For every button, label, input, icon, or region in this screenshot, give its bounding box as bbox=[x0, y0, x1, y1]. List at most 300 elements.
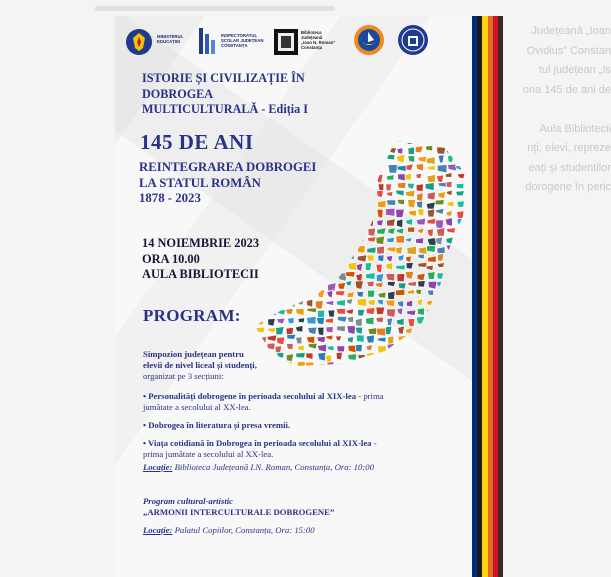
mosaic-tile bbox=[407, 310, 416, 316]
mosaic-tile bbox=[387, 148, 396, 154]
mosaic-tile bbox=[438, 253, 444, 261]
mosaic-tile bbox=[366, 273, 376, 280]
mosaic-tile bbox=[295, 217, 304, 226]
mosaic-tile bbox=[368, 290, 375, 297]
mosaic-tile bbox=[317, 290, 325, 299]
mosaic-tile bbox=[416, 326, 424, 331]
mosaic-tile bbox=[425, 139, 434, 146]
mosaic-tile bbox=[276, 326, 284, 335]
mosaic-tile bbox=[267, 327, 276, 332]
mosaic-tile bbox=[416, 238, 424, 244]
mosaic-tile bbox=[305, 219, 313, 226]
mosaic-tile bbox=[265, 299, 274, 308]
mosaic-tile bbox=[446, 290, 456, 295]
mosaic-tile bbox=[358, 309, 366, 316]
mosaic-tile bbox=[298, 137, 305, 144]
mosaic-tile bbox=[437, 247, 445, 254]
mosaic-tile bbox=[428, 343, 437, 350]
mosaic-tile bbox=[367, 364, 374, 369]
mosaic-tile bbox=[465, 155, 470, 164]
mosaic-tile bbox=[408, 318, 415, 326]
mosaic-tile bbox=[436, 363, 443, 371]
mosaic-tile bbox=[456, 281, 466, 287]
mosaic-tile bbox=[418, 262, 427, 267]
mosaic-tile bbox=[398, 326, 405, 335]
mosaic-tile bbox=[387, 318, 393, 326]
mosaic-tile bbox=[335, 291, 345, 297]
mosaic-tile bbox=[428, 352, 438, 359]
university-seal-icon bbox=[397, 24, 429, 56]
mosaic-tile bbox=[455, 156, 462, 162]
mosaic-tile bbox=[357, 255, 367, 262]
mosaic-tile bbox=[276, 290, 283, 296]
mosaic-tile bbox=[377, 328, 386, 336]
mosaic-tile bbox=[267, 335, 277, 342]
mosaic-tile bbox=[437, 262, 445, 267]
mosaic-tile bbox=[436, 317, 444, 322]
mosaic-tile bbox=[306, 316, 316, 324]
mosaic-tile bbox=[427, 290, 434, 295]
list-item: • Personalități dobrogene în perioada secolului al XIX-lea - prima jumătate a secolului al XX-lea. bbox=[143, 391, 384, 412]
mosaic-tile bbox=[376, 317, 384, 323]
mosaic-tile bbox=[456, 291, 462, 299]
mosaic-tile bbox=[287, 301, 295, 308]
mosaic-tile bbox=[335, 336, 341, 341]
mosaic-tile bbox=[467, 183, 470, 191]
mosaic-tile bbox=[415, 146, 423, 153]
event-poster bbox=[115, 16, 472, 577]
mosaic-tile bbox=[456, 139, 465, 144]
mosaic-tile bbox=[377, 363, 386, 371]
mosaic-tile bbox=[328, 310, 335, 317]
mosaic-tile bbox=[426, 202, 436, 209]
mosaic-tile bbox=[406, 337, 414, 343]
mosaic-tile bbox=[346, 309, 354, 315]
mosaic-tile bbox=[447, 300, 454, 306]
mosaic-tile bbox=[378, 292, 387, 298]
mosaic-tile bbox=[436, 292, 442, 301]
event-date-time-place bbox=[142, 236, 259, 283]
mosaic-tile bbox=[435, 200, 444, 205]
mosaic-tile bbox=[298, 318, 305, 323]
mosaic-tile bbox=[297, 253, 303, 260]
mosaic-tile bbox=[286, 227, 295, 232]
mosaic-tile bbox=[416, 173, 422, 179]
mosaic-tile bbox=[317, 246, 326, 252]
mosaic-tile bbox=[416, 136, 424, 143]
mosaic-tile bbox=[337, 254, 346, 262]
mosaic-tile bbox=[316, 317, 325, 325]
mosaic-tile bbox=[457, 218, 464, 225]
mosaic-tile bbox=[427, 165, 435, 170]
mosaic-tile bbox=[377, 209, 383, 218]
mosaic-tile bbox=[427, 334, 436, 340]
mosaic-tile bbox=[438, 155, 444, 163]
mosaic-tile bbox=[435, 335, 441, 341]
mosaic-tile bbox=[315, 229, 322, 234]
mosaic-tile bbox=[298, 228, 305, 236]
mosaic-tile bbox=[366, 335, 374, 343]
mosaic-tile bbox=[346, 298, 353, 304]
list-item: • Viața cotidiană în Dobrogea în perioada secolului al XIX-lea - prima jumătate a secolului al XX-lea. bbox=[143, 438, 377, 459]
mosaic-tile bbox=[447, 362, 454, 371]
mosaic-tile bbox=[276, 273, 284, 279]
mosaic-tile bbox=[455, 246, 461, 252]
mosaic-tile bbox=[285, 147, 292, 153]
event-title: ISTORIE ȘI CIVILIZAȚIE ÎN DOBROGEA MULTICULTURALĂ - Ediția I bbox=[142, 71, 309, 116]
list-item: • Dobrogea în literatura și presa vremii. bbox=[143, 420, 291, 430]
mosaic-tile bbox=[326, 256, 334, 264]
mosaic-tile bbox=[367, 218, 373, 226]
mosaic-tile bbox=[306, 336, 315, 343]
mosaic-tile bbox=[427, 272, 435, 280]
mosaic-tile bbox=[407, 345, 416, 351]
mosaic-tile bbox=[268, 244, 275, 249]
mosaic-tile bbox=[447, 201, 454, 207]
mosaic-tile bbox=[256, 211, 265, 217]
mosaic-tile bbox=[388, 363, 397, 371]
mosaic-tile bbox=[455, 308, 463, 314]
mosaic-tile bbox=[427, 192, 435, 200]
mosaic-tile bbox=[466, 173, 470, 179]
mosaic-tile bbox=[376, 264, 383, 273]
mosaic-tile bbox=[336, 262, 343, 269]
library-label: Biblioteca Județeană „Ioan N. Roman” Constanța bbox=[301, 30, 336, 50]
mosaic-tile bbox=[406, 164, 413, 171]
mosaic-tile bbox=[457, 173, 465, 179]
mosaic-tile bbox=[355, 327, 362, 334]
mosaic-tile bbox=[306, 282, 313, 290]
mosaic-tile bbox=[306, 136, 312, 143]
mosaic-tile bbox=[317, 336, 326, 342]
mosaic-tile bbox=[346, 271, 356, 277]
mosaic-tile bbox=[407, 246, 417, 254]
mosaic-tile bbox=[386, 137, 395, 143]
mosaic-tile bbox=[368, 228, 376, 236]
mosaic-tile bbox=[468, 334, 470, 339]
mosaic-tile bbox=[325, 335, 333, 340]
mosaic-tile bbox=[337, 217, 344, 225]
mosaic-tile bbox=[297, 245, 305, 253]
mosaic-tile bbox=[278, 145, 286, 151]
mosaic-tile bbox=[446, 264, 453, 272]
mosaic-tile bbox=[398, 255, 405, 261]
mosaic-tile bbox=[316, 264, 322, 270]
mosaic-tile bbox=[336, 326, 345, 332]
mosaic-tile bbox=[437, 273, 445, 279]
mosaic-tile bbox=[358, 209, 366, 214]
mosaic-tile bbox=[287, 263, 296, 270]
mosaic-tile bbox=[327, 290, 333, 298]
mosaic-tile bbox=[417, 209, 424, 216]
mosaic-tile bbox=[335, 209, 343, 214]
mosaic-tile bbox=[316, 254, 324, 261]
mosaic-tile bbox=[457, 235, 463, 241]
mosaic-tile bbox=[377, 220, 384, 226]
mosaic-tile bbox=[298, 148, 306, 157]
mosaic-tile bbox=[287, 209, 295, 217]
mosaic-tile bbox=[336, 299, 345, 306]
background-line: ona 145 de ani de bbox=[522, 83, 611, 96]
inspectorate-logo-icon bbox=[197, 26, 219, 56]
mosaic-tile bbox=[337, 245, 346, 252]
mosaic-tile bbox=[298, 274, 308, 281]
mosaic-tile bbox=[346, 209, 352, 216]
mosaic-tile bbox=[278, 226, 285, 233]
mosaic-tile bbox=[427, 300, 434, 306]
mosaic-tile bbox=[366, 317, 374, 325]
mosaic-tile bbox=[257, 228, 267, 233]
mosaic-tile bbox=[468, 200, 470, 208]
mosaic-tile bbox=[266, 273, 276, 279]
mosaic-tile bbox=[366, 146, 374, 153]
mosaic-tile bbox=[356, 236, 365, 242]
mosaic-tile bbox=[407, 138, 414, 144]
mosaic-tile bbox=[258, 318, 264, 325]
mosaic-tile bbox=[455, 345, 462, 351]
mosaic-tile bbox=[377, 228, 386, 235]
location-library: Locație: Biblioteca Județeană I.N. Roman, Constanța, Ora: 10:00 bbox=[143, 462, 374, 472]
mosaic-tile bbox=[276, 209, 285, 216]
mosaic-tile bbox=[257, 291, 265, 299]
mosaic-tile bbox=[265, 282, 271, 287]
mosaic-tile bbox=[427, 256, 436, 262]
mosaic-tile bbox=[275, 283, 284, 292]
mosaic-tile bbox=[406, 262, 414, 269]
mosaic-tile bbox=[386, 208, 396, 216]
ministry-label: MINISTERUL EDUCAȚIEI bbox=[157, 34, 184, 44]
mosaic-tile bbox=[466, 145, 470, 153]
mosaic-tile bbox=[465, 272, 470, 279]
mosaic-tile bbox=[387, 281, 396, 286]
mosaic-tile bbox=[386, 300, 395, 307]
mosaic-tile bbox=[357, 245, 366, 253]
mosaic-tile bbox=[396, 209, 405, 217]
event-time: ORA 10.00 bbox=[142, 251, 200, 266]
mosaic-tile bbox=[455, 191, 464, 196]
mosaic-tile bbox=[325, 318, 333, 323]
mosaic-tile bbox=[436, 147, 446, 155]
event-date: 14 NOIEMBRIE 2023 bbox=[142, 236, 260, 250]
mosaic-tile bbox=[446, 327, 453, 335]
mosaic-tile bbox=[375, 146, 383, 151]
mosaic-tile bbox=[357, 298, 367, 307]
mosaic-tile bbox=[257, 299, 264, 308]
mosaic-tile bbox=[438, 308, 446, 315]
mosaic-tile bbox=[337, 146, 343, 152]
mosaic-tile bbox=[408, 281, 417, 286]
mosaic-tile bbox=[396, 265, 406, 270]
mosaic-tile bbox=[356, 335, 364, 343]
mosaic-tile bbox=[248, 327, 254, 333]
mosaic-tile bbox=[316, 208, 325, 217]
mosaic-tile bbox=[376, 307, 385, 314]
mosaic-tile bbox=[245, 211, 254, 218]
mosaic-tile bbox=[266, 209, 273, 217]
mosaic-tile bbox=[348, 218, 355, 226]
mosaic-tile bbox=[295, 337, 302, 344]
mosaic-tile bbox=[465, 263, 470, 270]
mosaic-tile bbox=[445, 218, 452, 227]
mosaic-tile bbox=[407, 355, 415, 361]
mosaic-tile bbox=[426, 157, 435, 165]
mosaic-tile bbox=[307, 327, 317, 335]
mosaic-tile bbox=[395, 289, 404, 295]
mosaic-tile bbox=[305, 209, 314, 217]
mosaic-tile bbox=[366, 209, 376, 215]
mosaic-tile bbox=[348, 146, 354, 155]
mosaic-tile bbox=[297, 235, 307, 241]
mosaic-tile bbox=[345, 137, 353, 144]
mosaic-tile bbox=[418, 254, 425, 259]
mosaic-tile bbox=[377, 299, 383, 305]
mosaic-tile bbox=[446, 147, 454, 154]
mosaic-tile bbox=[285, 218, 293, 224]
mosaic-tile bbox=[446, 237, 453, 244]
mosaic-tile bbox=[317, 147, 324, 154]
flag-stripe bbox=[498, 16, 503, 577]
mosaic-tile bbox=[346, 247, 355, 254]
mosaic-tile bbox=[266, 146, 274, 152]
ministry-crest-icon bbox=[125, 28, 153, 56]
mosaic-tile bbox=[295, 325, 303, 332]
mosaic-tile bbox=[377, 139, 384, 146]
mosaic-tile bbox=[287, 334, 296, 339]
mosaic-tile bbox=[448, 344, 457, 352]
mosaic-tile bbox=[385, 354, 391, 359]
mosaic-tile bbox=[267, 309, 277, 316]
mosaic-tile bbox=[408, 210, 417, 216]
mosaic-tile bbox=[308, 271, 316, 278]
mosaic-tile bbox=[308, 246, 315, 253]
mosaic-tile bbox=[276, 255, 284, 261]
mosaic-tile bbox=[276, 299, 285, 307]
mosaic-tile bbox=[266, 290, 272, 299]
library-logo-icon bbox=[273, 28, 299, 56]
mosaic-tile bbox=[465, 327, 470, 335]
mosaic-tile bbox=[446, 190, 453, 196]
mosaic-tile bbox=[256, 219, 262, 227]
mosaic-tile bbox=[446, 210, 452, 216]
background-line: eați și studentilor bbox=[528, 161, 611, 174]
mosaic-tile bbox=[395, 137, 403, 142]
mosaic-tile bbox=[468, 166, 470, 174]
mosaic-tile bbox=[385, 326, 392, 335]
mosaic-tile bbox=[257, 337, 266, 345]
mosaic-tile bbox=[447, 164, 456, 171]
mosaic-tile bbox=[307, 147, 317, 153]
mosaic-tile bbox=[396, 344, 403, 350]
mosaic-tile bbox=[357, 354, 365, 361]
mosaic-tile bbox=[426, 370, 436, 371]
mosaic-tile bbox=[375, 282, 384, 288]
mosaic-tile bbox=[458, 227, 464, 235]
program-heading: PROGRAM: bbox=[143, 306, 241, 325]
mosaic-tile bbox=[427, 308, 436, 314]
mosaic-tile bbox=[277, 337, 285, 345]
mosaic-tile bbox=[425, 145, 432, 150]
mosaic-tile bbox=[416, 163, 424, 171]
mosaic-tile bbox=[417, 354, 424, 363]
mosaic-tile bbox=[387, 309, 396, 318]
mosaic-tile bbox=[286, 245, 295, 251]
mosaic-tile bbox=[327, 228, 334, 233]
mosaic-tile bbox=[438, 345, 444, 351]
mosaic-tile bbox=[317, 281, 324, 286]
inspectorate-label: INSPECTORATUL ȘCOLAR JUDEȚEAN CONSTANȚA bbox=[221, 33, 264, 48]
mosaic-tile bbox=[376, 246, 384, 254]
background-line: Ovidius” Constan bbox=[526, 44, 611, 57]
mosaic-tile bbox=[468, 283, 470, 289]
mosaic-tile bbox=[295, 262, 305, 270]
mosaic-tile bbox=[427, 246, 436, 253]
mosaic-tile bbox=[287, 137, 294, 145]
mosaic-tile bbox=[405, 190, 415, 197]
mosaic-tile bbox=[326, 210, 336, 218]
mosaic-tile bbox=[256, 137, 265, 145]
mosaic-tile bbox=[465, 290, 470, 295]
mosaic-tile bbox=[316, 137, 325, 144]
mosaic-tile bbox=[378, 255, 384, 262]
mosaic-tile bbox=[357, 227, 363, 234]
mosaic-tile bbox=[326, 326, 333, 332]
mosaic-tile bbox=[347, 254, 355, 260]
mosaic-tile bbox=[406, 328, 413, 334]
mosaic-tile bbox=[385, 273, 394, 281]
event-place: AULA BIBLIOTECII bbox=[142, 267, 259, 282]
mosaic-tile bbox=[426, 326, 433, 333]
mosaic-tile bbox=[288, 289, 296, 297]
mosaic-tile bbox=[408, 156, 415, 163]
mosaic-tile bbox=[347, 337, 353, 344]
mosaic-tile bbox=[408, 227, 415, 233]
mosaic-tile bbox=[316, 217, 322, 226]
mosaic-tile bbox=[268, 318, 276, 326]
mosaic-tile bbox=[367, 237, 376, 242]
program-sections bbox=[143, 391, 398, 467]
mosaic-tile bbox=[387, 343, 395, 351]
mosaic-tile bbox=[417, 299, 423, 307]
mosaic-tile bbox=[416, 218, 426, 225]
mosaic-tile bbox=[468, 345, 470, 350]
mosaic-tile bbox=[418, 228, 425, 234]
mosaic-tile bbox=[398, 283, 406, 289]
mosaic-tile bbox=[397, 148, 403, 154]
mosaic-tile bbox=[386, 255, 393, 262]
mosaic-tile bbox=[437, 164, 447, 173]
mosaic-tile bbox=[248, 290, 256, 296]
mosaic-tile bbox=[426, 364, 432, 371]
mosaic-tile bbox=[457, 364, 465, 371]
logo-row bbox=[125, 24, 455, 64]
mosaic-tile bbox=[265, 220, 273, 228]
mosaic-tile bbox=[367, 247, 376, 253]
mosaic-tile bbox=[357, 291, 364, 297]
mosaic-tile bbox=[287, 318, 294, 324]
mosaic-tile bbox=[425, 319, 433, 327]
mosaic-tile bbox=[467, 299, 470, 308]
mosaic-tile bbox=[318, 236, 325, 242]
mosaic-tile bbox=[356, 148, 365, 155]
mosaic-tile bbox=[375, 354, 385, 363]
mosaic-tile bbox=[455, 336, 465, 342]
mosaic-tile bbox=[428, 281, 437, 289]
mosaic-tile bbox=[406, 362, 416, 368]
mosaic-tile bbox=[407, 183, 415, 189]
mosaic-tile bbox=[437, 353, 445, 359]
mosaic-tile bbox=[257, 146, 264, 153]
mosaic-tile bbox=[467, 363, 470, 369]
